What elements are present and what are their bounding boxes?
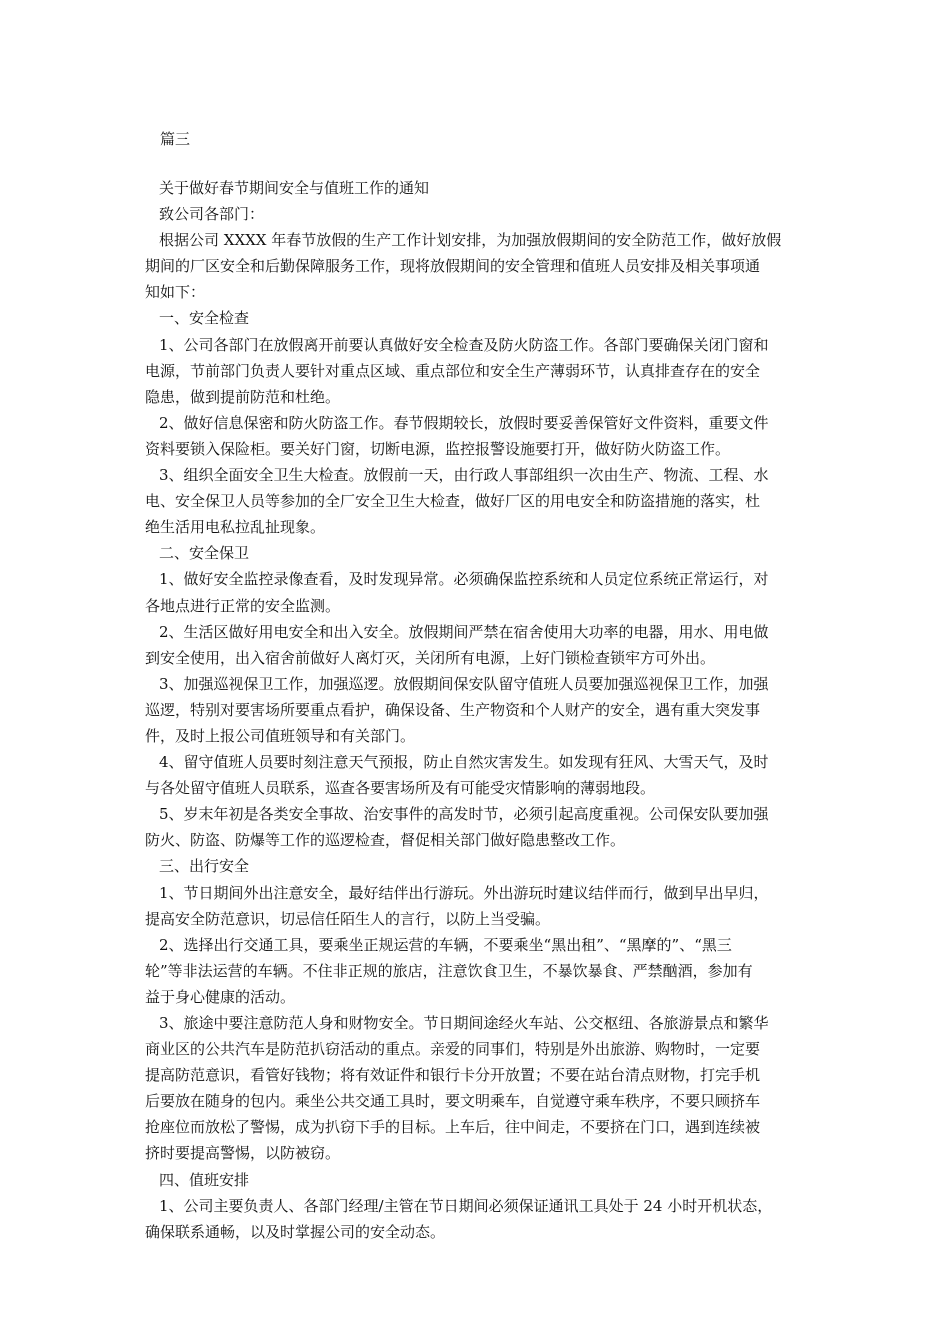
body-line: 2、生活区做好用电安全和出入安全。放假期间严禁在宿舍使用大功率的电器，用水、用电做 <box>159 622 769 641</box>
section-heading-2: 二、安全保卫 <box>159 544 250 563</box>
notice-title: 关于做好春节期间安全与值班工作的通知 <box>159 179 430 197</box>
body-line: 确保联系通畅，以及时掌握公司的安全动态。 <box>145 1222 446 1241</box>
body-line: 4、留守值班人员要时刻注意天气预报，防止自然灾害发生。如发现有狂风、大雪天气，及时 <box>159 753 769 772</box>
body-line: 防火、防盗、防爆等工作的巡逻检查，督促相关部门做好隐患整改工作。 <box>145 831 626 850</box>
body-line: 与各处留守值班人员联系，巡查各要害场所及有可能受灾情影响的薄弱地段。 <box>145 779 656 798</box>
section-heading-1: 一、安全检查 <box>159 309 250 328</box>
body-line: 知如下： <box>145 283 206 302</box>
body-line: 抢座位而放松了警惕，成为扒窃下手的目标。上车后，往中间走，不要挤在门口，遇到连续被 <box>145 1118 761 1137</box>
body-line: 1、做好安全监控录像查看，及时发现异常。必须确保监控系统和人员定位系统正常运行，对 <box>159 570 769 589</box>
body-line: 资料要锁入保险柜。要关好门窗，切断电源，监控报警设施要打开，做好防火防盗工作。 <box>145 439 731 458</box>
body-line: 电源，节前部门负责人要针对重点区域、重点部位和安全生产薄弱环节，认真排查存在的安全 <box>145 361 761 380</box>
body-line: 提高防范意识，看管好钱物；将有效证件和银行卡分开放置；不要在站台清点财物，打完手机 <box>145 1066 761 1085</box>
body-line: 2、选择出行交通工具，要乘坐正规运营的车辆，不要乘坐“黑出租”、“黑摩的”、“黑三 <box>159 935 732 954</box>
body-line: 挤时要提高警惕，以防被窃。 <box>145 1144 341 1163</box>
body-line: 绝生活用电私拉乱扯现象。 <box>145 518 326 537</box>
body-line: 到安全使用，出入宿舍前做好人离灯灭，关闭所有电源，上好门锁检查锁牢方可外出。 <box>145 648 716 667</box>
body-line: 根据公司 XXXX 年春节放假的生产工作计划安排，为加强放假期间的安全防范工作，做好放假 <box>159 231 782 250</box>
body-line: 巡逻，特别对要害场所要重点看护，确保设备、生产物资和个人财产的安全，遇有重大突发事 <box>145 700 761 719</box>
body-line: 提高安全防范意识，切忌信任陌生人的言行，以防上当受骗。 <box>145 909 551 928</box>
salutation: 致公司各部门： <box>159 205 265 224</box>
body-line: 益于身心健康的活动。 <box>145 987 296 1006</box>
body-line: 商业区的公共汽车是防范扒窃活动的重点。亲爱的同事们，特别是外出旅游、购物时，一定要 <box>145 1040 761 1059</box>
body-line: 3、组织全面安全卫生大检查。放假前一天，由行政人事部组织一次由生产、物流、工程、水 <box>159 466 769 485</box>
body-line: 电、安全保卫人员等参加的全厂安全卫生大检查，做好厂区的用电安全和防盗措施的落实，杜 <box>145 492 761 511</box>
body-line: 3、加强巡视保卫工作，加强巡逻。放假期间保安队留守值班人员要加强巡视保卫工作，加强 <box>159 674 769 693</box>
body-line: 隐患，做到提前防范和杜绝。 <box>145 387 341 406</box>
section-heading-4: 四、值班安排 <box>159 1170 250 1189</box>
body-line: 1、公司主要负责人、各部门经理/主管在节日期间必须保证通讯工具处于 24 小时开机状态， <box>159 1196 773 1215</box>
section-heading-3: 三、出行安全 <box>159 857 250 876</box>
body-line: 1、公司各部门在放假离开前要认真做好安全检查及防火防盗工作。各部门要确保关闭门窗和 <box>159 335 769 354</box>
document-body <box>145 175 812 1245</box>
body-line: 件，及时上报公司值班领导和有关部门。 <box>145 726 416 745</box>
body-line: 轮”等非法运营的车辆。不住非正规的旅店，注意饮食卫生，不暴饮暴食、严禁酗酒，参加有 <box>145 961 753 980</box>
body-line: 5、岁末年初是各类安全事故、治安事件的高发时节，必须引起高度重视。公司保安队要加强 <box>159 805 769 824</box>
body-line: 后要放在随身的包内。乘坐公共交通工具时，要文明乘车，自觉遵守乘车秩序，不要只顾挤车 <box>145 1092 761 1111</box>
body-line: 1、节日期间外出注意安全，最好结伴出行游玩。外出游玩时建议结伴而行，做到早出早归， <box>159 883 769 902</box>
body-line: 各地点进行正常的安全监测。 <box>145 596 341 615</box>
body-line: 3、旅途中要注意防范人身和财物安全。节日期间途经火车站、公交枢纽、各旅游景点和繁华 <box>159 1014 769 1032</box>
body-line: 期间的厂区安全和后勤保障服务工作，现将放假期间的安全管理和值班人员安排及相关事项通 <box>145 257 761 276</box>
body-line: 2、做好信息保密和防火防盗工作。春节假期较长，放假时要妥善保管好文件资料，重要文件 <box>159 413 769 432</box>
section-label: 篇三 <box>160 130 191 148</box>
